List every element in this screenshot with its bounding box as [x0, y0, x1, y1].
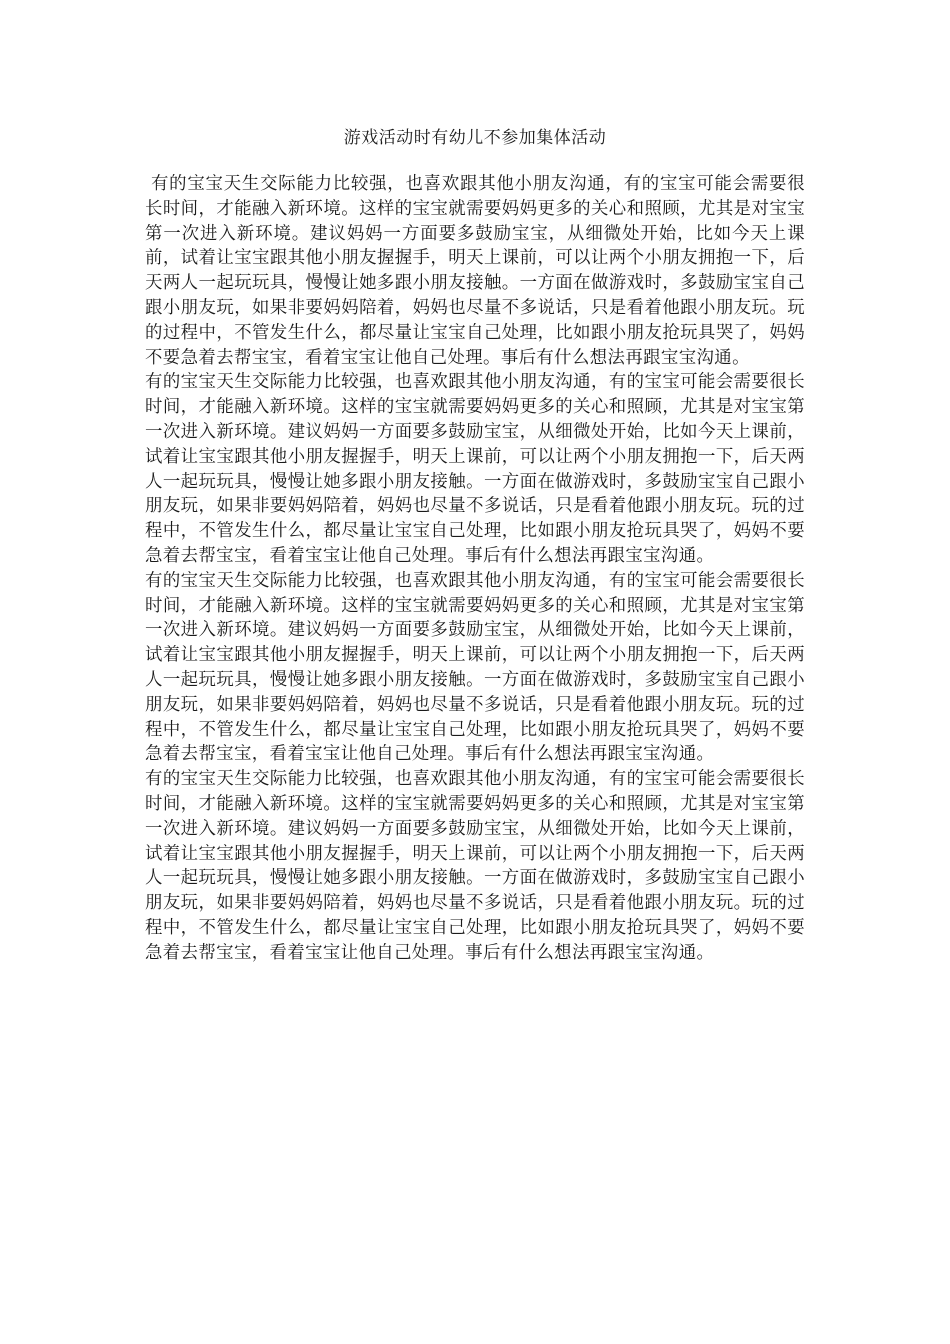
- document-body: [145, 172, 805, 966]
- paragraph-4: 有的宝宝天生交际能力比较强，也喜欢跟其他小朋友沟通，有的宝宝可能会需要很长时间，才能融入新环境。这样的宝宝就需要妈妈更多的关心和照顾，尤其是对宝宝第一次进入新环境。建议妈妈一方面要多鼓励宝宝，从细微处开始，比如今天上课前，试着让宝宝跟其他小朋友握握手，明天上课前，可以让两个小朋友拥抱一下，后天两人一起玩玩具，慢慢让她多跟小朋友接触。一方面在做游戏时，多鼓励宝宝自己跟小朋友玩，如果非要妈妈陪着，妈妈也尽量不多说话，只是看着他跟小朋友玩。玩的过程中，不管发生什么，都尽量让宝宝自己处理，比如跟小朋友抢玩具哭了，妈妈不要急着去帮宝宝，看着宝宝让他自己处理。事后有什么想法再跟宝宝沟通。: [145, 769, 805, 963]
- paragraph-1: 有的宝宝天生交际能力比较强，也喜欢跟其他小朋友沟通，有的宝宝可能会需要很长时间，才能融入新环境。这样的宝宝就需要妈妈更多的关心和照顾，尤其是对宝宝第一次进入新环境。建议妈妈一方面要多鼓励宝宝，从细微处开始，比如今天上课前，试着让宝宝跟其他小朋友握握手，明天上课前，可以让两个小朋友拥抱一下，后天两人一起玩玩具，慢慢让她多跟小朋友接触。一方面在做游戏时，多鼓励宝宝自己跟小朋友玩，如果非要妈妈陪着，妈妈也尽量不多说话，只是看着他跟小朋友玩。玩的过程中，不管发生什么，都尽量让宝宝自己处理，比如跟小朋友抢玩具哭了，妈妈不要急着去帮宝宝，看着宝宝让他自己处理。事后有什么想法再跟宝宝沟通。: [145, 174, 805, 368]
- paragraph-3: 有的宝宝天生交际能力比较强，也喜欢跟其他小朋友沟通，有的宝宝可能会需要很长时间，才能融入新环境。这样的宝宝就需要妈妈更多的关心和照顾，尤其是对宝宝第一次进入新环境。建议妈妈一方面要多鼓励宝宝，从细微处开始，比如今天上课前，试着让宝宝跟其他小朋友握握手，明天上课前，可以让两个小朋友拥抱一下，后天两人一起玩玩具，慢慢让她多跟小朋友接触。一方面在做游戏时，多鼓励宝宝自己跟小朋友玩，如果非要妈妈陪着，妈妈也尽量不多说话，只是看着他跟小朋友玩。玩的过程中，不管发生什么，都尽量让宝宝自己处理，比如跟小朋友抢玩具哭了，妈妈不要急着去帮宝宝，看着宝宝让他自己处理。事后有什么想法再跟宝宝沟通。: [145, 570, 805, 765]
- document-title: 游戏活动时有幼儿不参加集体活动: [343, 128, 607, 148]
- paragraph-2: 有的宝宝天生交际能力比较强，也喜欢跟其他小朋友沟通，有的宝宝可能会需要很长时间，才能融入新环境。这样的宝宝就需要妈妈更多的关心和照顾，尤其是对宝宝第一次进入新环境。建议妈妈一方面要多鼓励宝宝，从细微处开始，比如今天上课前，试着让宝宝跟其他小朋友握握手，明天上课前，可以让两个小朋友拥抱一下，后天两人一起玩玩具，慢慢让她多跟小朋友接触。一方面在做游戏时，多鼓励宝宝自己跟小朋友玩，如果非要妈妈陪着，妈妈也尽量不多说话，只是看着他跟小朋友玩。玩的过程中，不管发生什么，都尽量让宝宝自己处理，比如跟小朋友抢玩具哭了，妈妈不要急着去帮宝宝，看着宝宝让他自己处理。事后有什么想法再跟宝宝沟通。: [145, 372, 805, 566]
